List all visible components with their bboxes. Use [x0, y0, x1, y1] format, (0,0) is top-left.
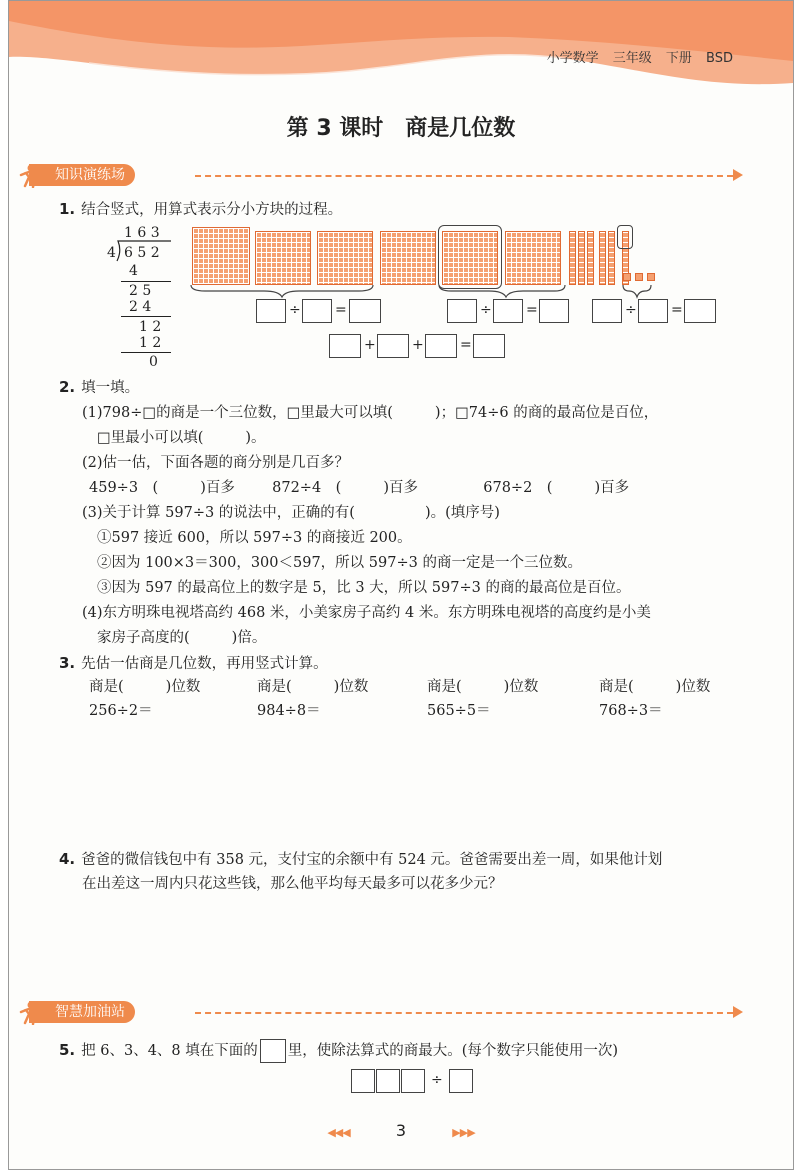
- ten-bar: [587, 231, 594, 285]
- page-footer: [9, 1121, 793, 1140]
- highlight-frame: [617, 225, 633, 249]
- q1-text: 1. 结合竖式，用算式表示分小方块的过程。: [59, 200, 343, 218]
- ld-step: 4: [129, 263, 138, 279]
- q3-text: 3. 先估一估商是几位数，再用竖式计算。: [59, 654, 328, 672]
- ld-quotient: 1 6 3: [124, 225, 160, 241]
- q2-part4-cont: 家房子高度的( )倍。: [97, 630, 267, 646]
- section-tag-practice: [9, 164, 793, 188]
- digit-box[interactable]: [376, 1069, 400, 1093]
- q2-part4: (4)东方明珠电视塔高约 468 米，小美家房子高约 4 米。东方明珠电视塔的高度约是小美: [82, 605, 651, 621]
- answer-box[interactable]: [638, 299, 668, 323]
- divide-sign: ÷: [480, 302, 492, 318]
- ld-step: 2 5: [129, 283, 152, 299]
- ld-divisor: 4: [107, 245, 116, 261]
- right-arrows-icon: ▶▶▶: [452, 1126, 475, 1139]
- hundred-block: [380, 231, 436, 285]
- ld-step: 0: [149, 354, 158, 370]
- divide-sign: ÷: [431, 1072, 443, 1088]
- unit-cube: [635, 273, 643, 281]
- plus-sign: +: [412, 337, 424, 353]
- section-arrow-icon: [733, 1006, 743, 1018]
- q2-estimate-row: 459÷3 ( )百多 872÷4 ( )百多 678÷2 ( )百多: [89, 480, 630, 496]
- q3-item: 984÷8＝: [257, 703, 321, 719]
- answer-box[interactable]: [377, 334, 409, 358]
- q3-label: 商是( )位数: [599, 679, 711, 695]
- digit-box[interactable]: [401, 1069, 425, 1093]
- q4-line1: 4. 爸爸的微信钱包中有 358 元，支付宝的余额中有 524 元。爸爸需要出差一周，如果他计划: [59, 850, 663, 868]
- q2-part2: (2)估一估，下面各题的商分别是几百多？: [82, 455, 350, 471]
- highlight-frame: [438, 225, 502, 289]
- ten-bar: [569, 231, 576, 285]
- header-wave: [9, 1, 793, 91]
- answer-box[interactable]: [493, 299, 523, 323]
- q3-label: 商是( )位数: [427, 679, 539, 695]
- ld-step: 1 2: [139, 319, 162, 335]
- answer-box[interactable]: [329, 334, 361, 358]
- unit-cube: [623, 273, 631, 281]
- hundred-block: [505, 231, 561, 285]
- section-divider: [195, 1012, 733, 1014]
- ten-bar: [608, 231, 615, 285]
- hundred-block: [317, 231, 373, 285]
- q2-title: 2. 填一填。: [59, 378, 140, 396]
- equals-sign: =: [460, 337, 472, 353]
- ten-bar: [599, 231, 606, 285]
- ld-step: 1 2: [139, 335, 162, 351]
- section-label: 知识演练场: [29, 164, 135, 186]
- divide-sign: ÷: [289, 302, 301, 318]
- answer-box[interactable]: [349, 299, 381, 323]
- page-number: 3: [395, 1121, 407, 1140]
- ten-bar: [578, 231, 585, 285]
- equals-sign: =: [526, 302, 538, 318]
- q2-option-3: ③因为 597 的最高位上的数字是 5，比 3 大，所以 597÷3 的商的最高位是百位。: [97, 580, 631, 596]
- equals-sign: =: [335, 302, 347, 318]
- q3-label: 商是( )位数: [89, 679, 201, 695]
- worksheet-page: [8, 0, 794, 1170]
- q3-label: 商是( )位数: [257, 679, 369, 695]
- ld-step: 2 4: [129, 299, 152, 315]
- q3-item: 256÷2＝: [89, 703, 153, 719]
- plus-sign: +: [364, 337, 376, 353]
- q3-item: 768÷3＝: [599, 703, 663, 719]
- answer-box[interactable]: [473, 334, 505, 358]
- page-title: 第 3 课时 商是几位数: [286, 116, 516, 141]
- q2-option-2: ②因为 100×3＝300，300＜597，所以 597÷3 的商一定是一个三位数。: [97, 555, 582, 571]
- header-info: 小学数学 三年级 下册 BSD: [546, 51, 733, 66]
- answer-box[interactable]: [539, 299, 569, 323]
- digit-box[interactable]: [449, 1069, 473, 1093]
- q4-line2: 在出差这一周内只花这些钱，那么他平均每天最多可以花多少元？: [82, 876, 503, 892]
- section-tag-challenge: [9, 1001, 793, 1025]
- q2-part1: (1)798÷□的商是一个三位数，□里最大可以填( )；□74÷6 的商的最高位是百位，: [82, 405, 659, 421]
- section-label: 智慧加油站: [29, 1001, 135, 1023]
- answer-box[interactable]: [592, 299, 622, 323]
- hundred-block: [192, 227, 250, 285]
- section-arrow-icon: [733, 169, 743, 181]
- q3-item: 565÷5＝: [427, 703, 491, 719]
- ld-dividend: 6 5 2: [124, 245, 160, 261]
- unit-cube: [647, 273, 655, 281]
- q2-part3: (3)关于计算 597÷3 的说法中，正确的有( )。(填序号): [82, 505, 500, 521]
- answer-box[interactable]: [256, 299, 286, 323]
- answer-box[interactable]: [447, 299, 477, 323]
- left-arrows-icon: ◀◀◀: [327, 1126, 350, 1139]
- inline-box: [260, 1039, 286, 1063]
- digit-box[interactable]: [351, 1069, 375, 1093]
- q5-text: 5. 把 6、3、4、8 填在下面的 里，使除法算式的商最大。(每个数字只能使用一次): [59, 1039, 618, 1063]
- divide-sign: ÷: [625, 302, 637, 318]
- equals-sign: =: [671, 302, 683, 318]
- answer-box[interactable]: [425, 334, 457, 358]
- answer-box[interactable]: [684, 299, 716, 323]
- hundred-block: [255, 231, 311, 285]
- section-divider: [195, 175, 733, 177]
- q2-part1-cont: □里最小可以填( )。: [97, 430, 266, 446]
- q2-option-1: ①597 接近 600，所以 597÷3 的商接近 200。: [97, 530, 412, 546]
- answer-box[interactable]: [302, 299, 332, 323]
